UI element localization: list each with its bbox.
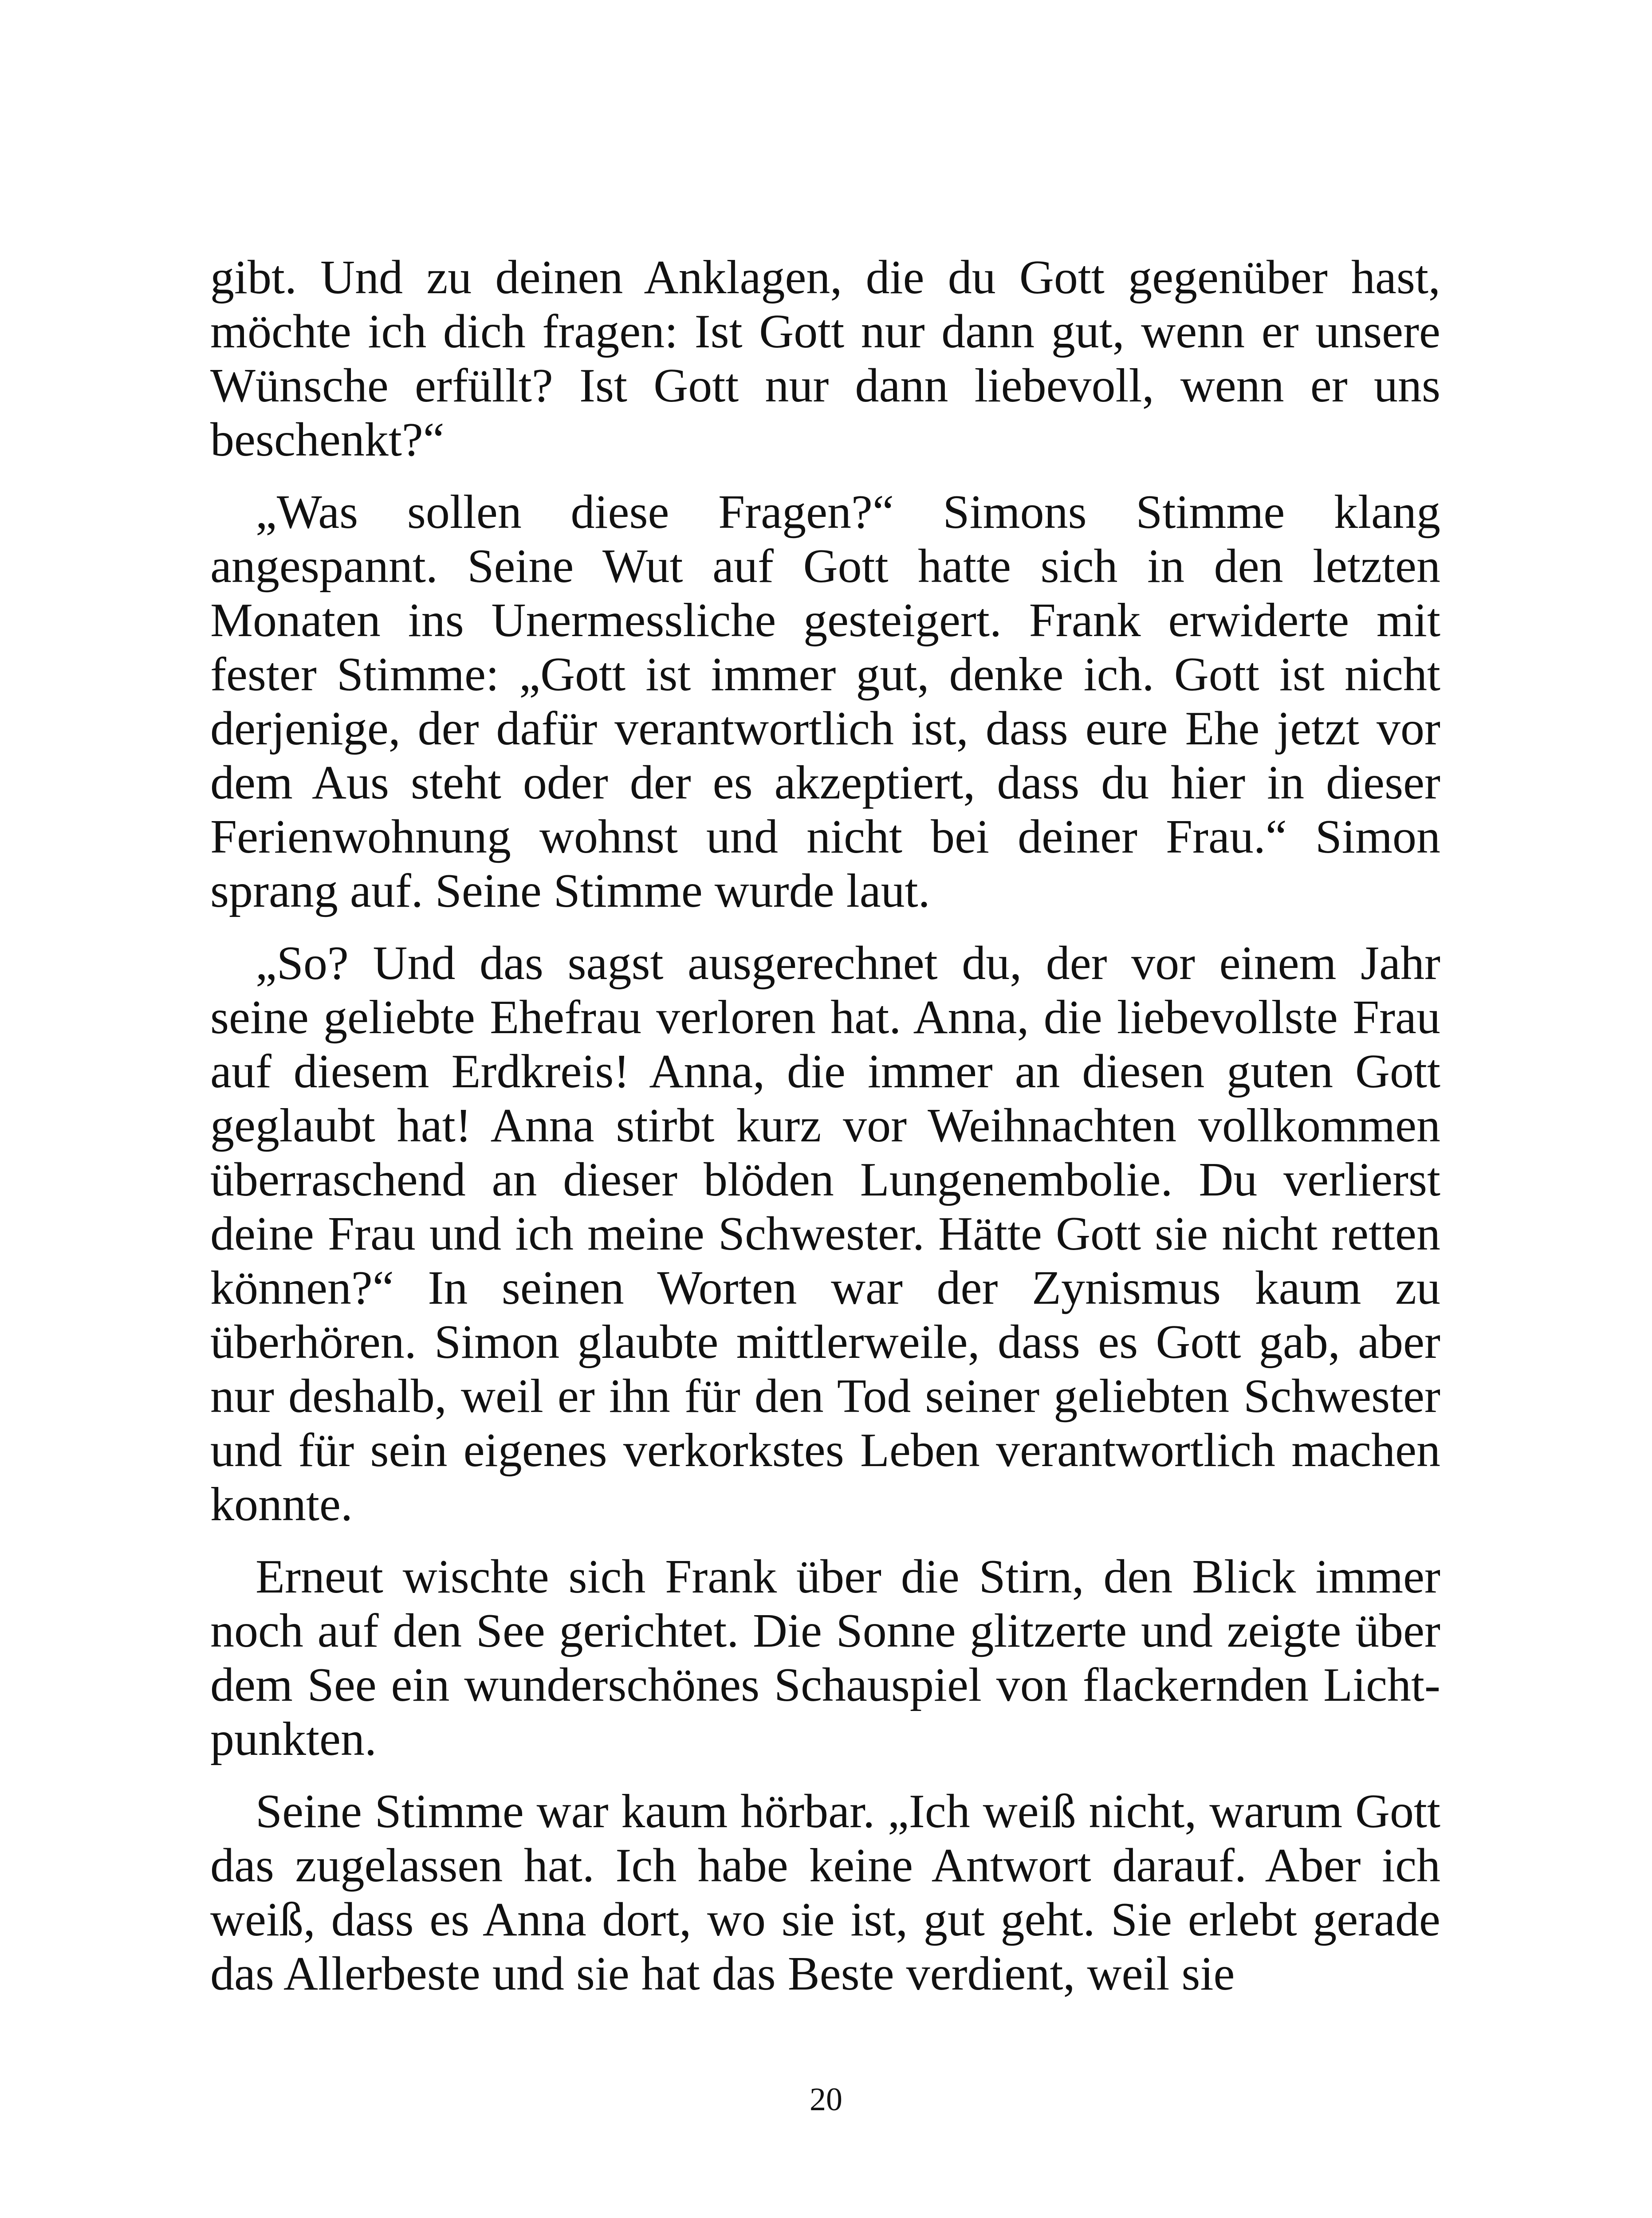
paragraph-4: Erneut wischte sich Frank über die Stirn, den Blick immer noch auf den See gerichtet. Die Sonne glitzerte und zeigte über dem See ein wunderschönes Schauspiel von flackernden Lichtpunkten. — [210, 1550, 1440, 1766]
paragraph-2: „Was sollen diese Fragen?“ Simons Stimme klang angespannt. Seine Wut auf Gott hatte sich in den letzten Monaten ins Unermessliche gesteigert. Frank erwiderte mit fester Stimme: „Gott ist immer gut, denke ich. Gott ist nicht derjenige, der dafür verantwortlich ist, dass eure Ehe jetzt vor dem Aus steht oder der es akzeptiert, dass du hier in dieser Ferienwohnung wohnst und nicht bei deiner Frau.“ Simon sprang auf. Seine Stimme wurde laut. — [210, 486, 1440, 917]
paragraph-1: gibt. Und zu deinen Anklagen, die du Gott gegenüber hast, möchte ich dich fragen: Ist Gott nur dann gut, wenn er unsere Wünsche erfüllt? Ist Gott nur dann liebevoll, wenn er uns beschenkt?“ — [210, 251, 1440, 466]
body-text — [210, 251, 1440, 2019]
paragraph-5: Seine Stimme war kaum hörbar. „Ich weiß nicht, warum Gott das zugelassen hat. Ich habe keine Antwort darauf. Aber ich weiß, dass es Anna dort, wo sie ist, gut geht. Sie erlebt gerade das Allerbeste und sie hat das Beste verdient, weil sie — [210, 1785, 1440, 2000]
page-number: 20 — [810, 2081, 842, 2118]
paragraph-3: „So? Und das sagst ausgerechnet du, der vor einem Jahr seine geliebte Ehefrau verloren hat. Anna, die liebevollste Frau auf diesem Erdkreis! Anna, die immer an diesen guten Gott geglaubt hat! Anna stirbt kurz vor Weihnachten vollkommen überraschend an dieser blöden Lungenembolie. Du verlierst deine Frau und ich meine Schwester. Hätte Gott sie nicht retten können?“ In seinen Worten war der Zynismus kaum zu überhören. Simon glaubte mittlerweile, dass es Gott gab, aber nur deshalb, weil er ihn für den Tod seiner geliebten Schwester und für sein eigenes verkorkstes Leben verantwortlich machen konnte. — [210, 937, 1440, 1531]
